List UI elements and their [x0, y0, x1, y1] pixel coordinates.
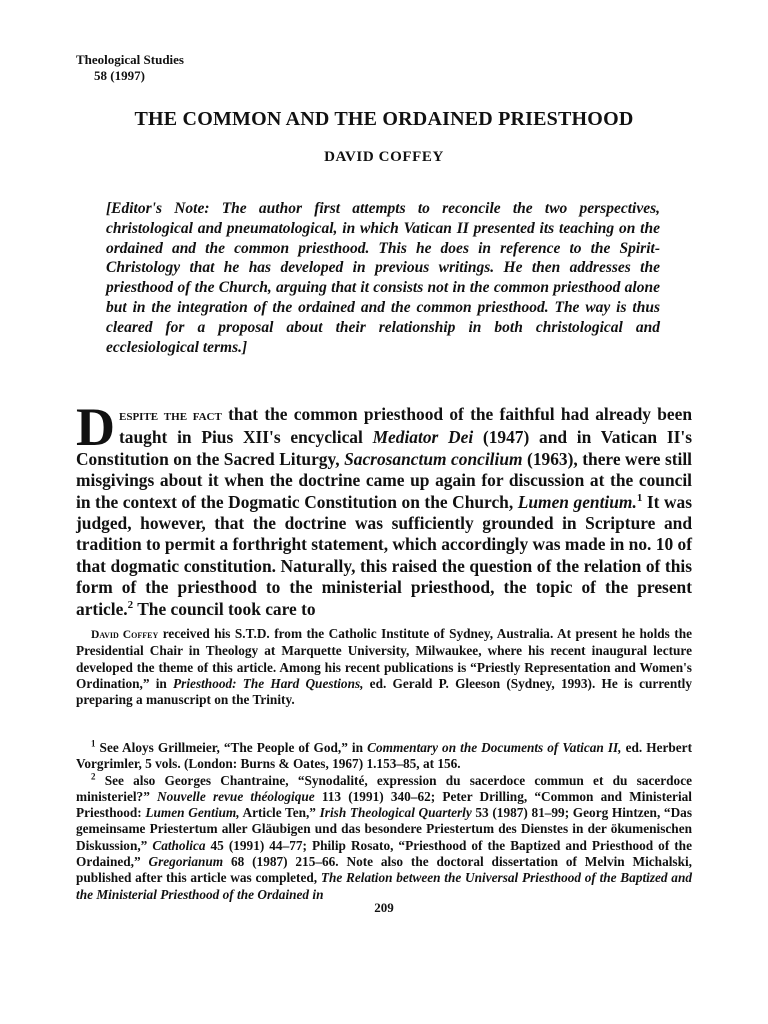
footnote-1-title: Commentary on the Documents of Vatican II,: [367, 740, 622, 755]
body-text-4: It was judged, however, that the doctrine was sufficiently grounded in Scripture and tradition to permit a forthright statement, which accordingly was made in no. 10 of that dogmatic constitution. Naturally, this raised the question of the relation of this form of the priesthood to the ministerial priesthood, the topic of the present article.: [76, 491, 692, 619]
footnotes: [76, 740, 692, 903]
body-paragraph: [76, 397, 692, 620]
title-sacrosanctum: Sacrosanctum concilium: [344, 448, 523, 469]
footnote-2-title-h: Catholica: [152, 837, 206, 853]
bio-text-2: ed. Gerald P. Gleeson (Sydney, 1993). He is currently preparing a manuscript on the Trinity.: [76, 675, 692, 708]
editors-note: [Editor's Note: The author first attempts to reconcile the two perspectives, christological and pneumatological, in which Vatican II presented its teaching on the ordained and the common priesthood. This he does in reference to the Spirit-Christology that he has developed in previous writings. He then addresses the priesthood of the Church, arguing that it consists not in the common priesthood alone but in the integration of the ordained and the common priesthood. The way is thus cleared for a proposal about their relationship in both christological and ecclesiological terms.]: [106, 200, 660, 356]
footnote-1-text-c: ed. Herbert Vorgrimler, 5 vols. (London: Burns & Oates, 1967) 1.153–85, at 156.: [76, 740, 693, 772]
page-number: 209: [374, 900, 394, 915]
article-title: THE COMMON AND THE ORDAINED PRIESTHOOD: [134, 108, 634, 130]
footnote-2-title-f: Irish Theological Quarterly: [319, 805, 472, 821]
footnote-1-number: 1: [91, 738, 96, 749]
footnote-2-text-k: 68 (1987) 215–66. Note also the doctoral dissertation of Melvin Michalski, published after this article was completed,: [76, 854, 692, 886]
footnote-2-title-b: Nouvelle revue théologique: [157, 788, 315, 804]
footnote-ref-1[interactable]: 1: [636, 491, 643, 504]
article-author: DAVID COFFEY: [324, 149, 444, 165]
footnote-2-title-l: The Relation between the Universal Priesthood of the Baptized and the Ministerial Priesthood of the Ordained in: [76, 870, 692, 902]
journal-header: [76, 52, 184, 84]
body-text-2: (1947) and in Vatican II's Constitution on the Sacred Liturgy,: [76, 427, 692, 469]
footnote-2-text-c: 113 (1991) 340–62; Peter Drilling, “Common and Ministerial Priesthood:: [76, 788, 692, 821]
footnote-1-text-a: See Aloys Grillmeier, “The People of God,” in: [95, 740, 368, 755]
footnote-2-text-a: See also Georges Chantraine, “Synodalité, expression du sacerdoce commun et du sacerdoce ministeriel?”: [76, 772, 692, 804]
journal-volume: 58 (1997): [94, 68, 145, 83]
title-mediator-dei: Mediator Dei: [372, 427, 474, 448]
footnote-2: [76, 773, 692, 903]
body-text-3: (1963), there were still misgivings about it when the doctrine came up again for discussion at the council in the context of the Dogmatic Constitution on the Church,: [76, 448, 692, 512]
body-text-1: that the common priesthood of the faithful had already been taught in Pius XII's encyclical: [119, 404, 692, 448]
drop-cap: D: [76, 397, 115, 457]
lead-in-smallcaps: espite the fact: [119, 408, 222, 424]
body-text-5: The council took care to: [133, 598, 316, 619]
bio-text-1: received his S.T.D. from the Catholic Institute of Sydney, Australia. At present he holds the Presidential Chair in Theology at Marquette University, Milwaukee, where his recent inaugural lecture developed the theme of this article. Among his recent publications is “Priestly Representation and Women's Ordination,” in: [76, 626, 692, 691]
footnote-2-text-g: 53 (1987) 81–99; Georg Hintzen, “Das gemeinsame Priestertum aller Gläubigen und das besondere Priestertum des Dienstes in der ökumenischen Diskussion,”: [76, 805, 693, 853]
footnote-2-text-e: Article Ten,”: [239, 805, 320, 821]
bio-book-title: Priesthood: The Hard Questions,: [173, 675, 364, 691]
footnote-2-title-j: Gregorianum: [148, 854, 224, 870]
footnote-1: [76, 740, 692, 773]
journal-name: Theological Studies: [76, 52, 184, 67]
author-bio: [76, 626, 692, 708]
footnote-2-title-d: Lumen Gentium,: [145, 805, 240, 821]
bio-author-name: David Coffey: [91, 628, 159, 641]
footnote-ref-2[interactable]: 2: [127, 598, 134, 611]
footnote-2-text-i: 45 (1991) 44–77; Philip Rosato, “Priesthood of the Baptized and Priesthood of the Ordained,”: [76, 837, 692, 870]
footnote-2-number: 2: [91, 771, 96, 782]
title-lumen-gentium: Lumen gentium.: [517, 491, 637, 512]
